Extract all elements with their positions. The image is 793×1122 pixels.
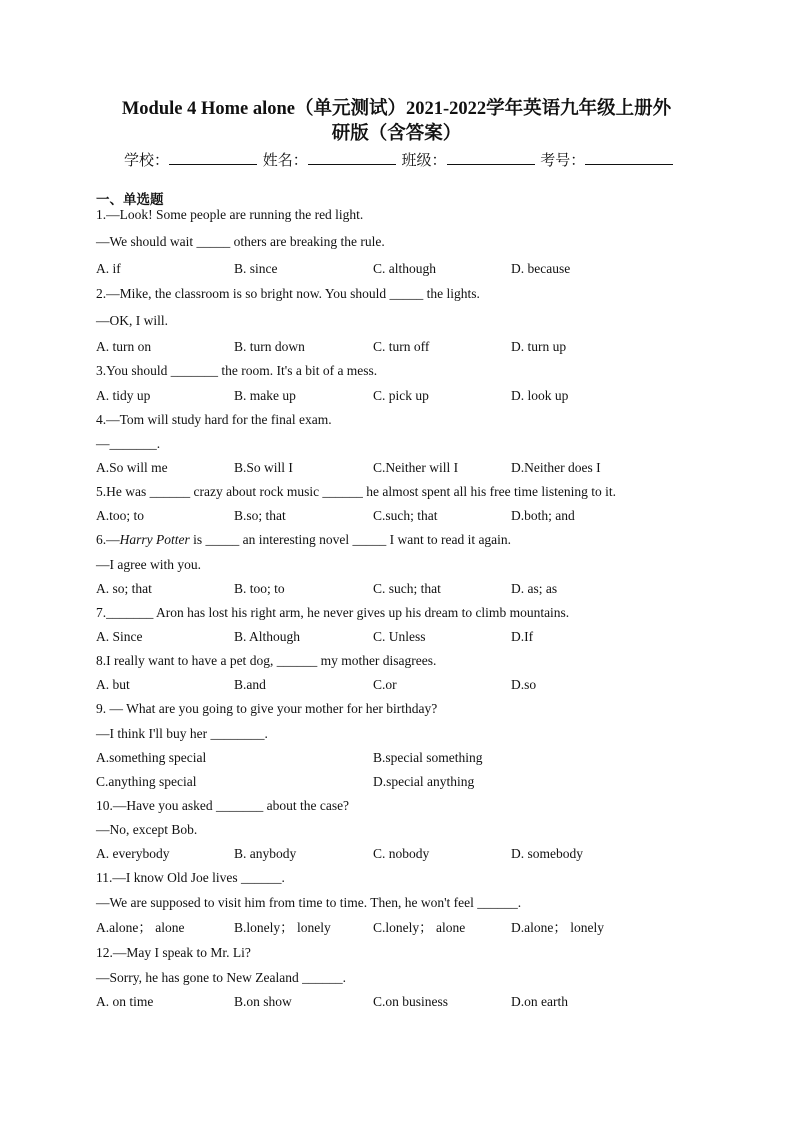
option-c: C. such; that xyxy=(373,581,441,596)
question-4-line-2: —_______. xyxy=(96,436,161,451)
question-12-line-2: —Sorry, he has gone to New Zealand ______. xyxy=(96,970,346,985)
exam-number-blank xyxy=(585,148,673,165)
option-d: D.on earth xyxy=(511,994,568,1009)
option-b: B.So will I xyxy=(234,460,293,475)
name-blank xyxy=(308,148,396,165)
question-6-line-2: —I agree with you. xyxy=(96,557,201,572)
question-3-stem: 3.You should _______ the room. It's a bit of a mess. xyxy=(96,363,378,378)
question-2-stem: 2.—Mike, the classroom is so bright now. You should _____ the lights. xyxy=(96,286,480,301)
option-a: A.too; to xyxy=(96,508,145,523)
option-c: C. Unless xyxy=(373,629,426,644)
option-d: D. somebody xyxy=(511,846,583,861)
option-b: B.so; that xyxy=(234,508,286,523)
option-a: A. Since xyxy=(96,629,143,644)
option-b: B.special something xyxy=(373,750,483,765)
school-blank xyxy=(169,148,257,165)
option-a: A.something special xyxy=(96,750,207,765)
option-b: B.and xyxy=(234,677,266,692)
question-9-stem: 9. — What are you going to give your mother for her birthday? xyxy=(96,701,438,716)
question-6-prefix: 6.— xyxy=(96,532,120,547)
question-1-stem: 1.—Look! Some people are running the red light. xyxy=(96,207,364,222)
document-title-line1: Module 4 Home alone（单元测试）2021-2022学年英语九年级上册外 xyxy=(121,99,672,119)
option-d: D. look up xyxy=(511,388,569,403)
section-heading: 一、单选题 xyxy=(96,192,164,207)
option-c: C. turn off xyxy=(373,339,430,354)
option-d: D. because xyxy=(511,261,571,276)
option-a: A.alone； alone xyxy=(96,920,185,935)
question-12-stem: 12.—May I speak to Mr. Li? xyxy=(96,945,251,960)
option-d: D.so xyxy=(511,677,537,692)
school-label: 学校： xyxy=(124,153,170,169)
option-b: B. since xyxy=(234,261,278,276)
question-7-stem: 7._______ Aron has lost his right arm, he never gives up his dream to climb mountains. xyxy=(96,605,570,620)
question-10-line-2: —No, except Bob. xyxy=(96,822,198,837)
class-blank xyxy=(447,148,535,165)
option-d: D.alone； lonely xyxy=(511,920,604,935)
question-1-line-2: —We should wait _____ others are breaking the rule. xyxy=(96,234,385,249)
option-c: C.or xyxy=(373,677,397,692)
option-c: C.Neither will I xyxy=(373,460,459,475)
option-a: A.So will me xyxy=(96,460,168,475)
option-a: A. on time xyxy=(96,994,154,1009)
option-b: B. make up xyxy=(234,388,296,403)
question-9-line-2: —I think I'll buy her ________. xyxy=(96,726,268,741)
option-a: A. but xyxy=(96,677,130,692)
option-d: D.Neither does I xyxy=(511,460,601,475)
option-b: B. turn down xyxy=(234,339,305,354)
option-c: C.lonely； alone xyxy=(373,920,466,935)
student-info-row xyxy=(124,148,675,170)
question-11-line-2: —We are supposed to visit him from time to time. Then, he won't feel ______. xyxy=(96,895,522,910)
option-c: C. nobody xyxy=(373,846,430,861)
question-10-stem: 10.—Have you asked _______ about the case? xyxy=(96,798,350,813)
option-a: A. if xyxy=(96,261,121,276)
option-a: A. tidy up xyxy=(96,388,151,403)
option-b: B. anybody xyxy=(234,846,297,861)
question-4-stem: 4.—Tom will study hard for the final exam. xyxy=(96,412,332,427)
option-d: D.special anything xyxy=(373,774,475,789)
option-d: D.both; and xyxy=(511,508,575,523)
option-d: D.If xyxy=(511,629,534,644)
option-c: C.on business xyxy=(373,994,449,1009)
question-5-stem: 5.He was ______ crazy about rock music ______ he almost spent all his free time listening to it. xyxy=(96,484,617,499)
option-c: C. pick up xyxy=(373,388,429,403)
option-a: A. turn on xyxy=(96,339,152,354)
question-2-line-2: —OK, I will. xyxy=(96,313,168,328)
question-11-stem: 11.—I know Old Joe lives ______. xyxy=(96,870,285,885)
option-c: C. although xyxy=(373,261,436,276)
class-label: 班级： xyxy=(401,153,447,169)
option-c: C.anything special xyxy=(96,774,197,789)
option-b: B. too; to xyxy=(234,581,285,596)
option-b: B.lonely； lonely xyxy=(234,920,331,935)
option-a: A. everybody xyxy=(96,846,170,861)
name-label: 姓名： xyxy=(262,153,308,169)
book-title: Harry Potter xyxy=(119,532,190,547)
option-b: B. Although xyxy=(234,629,301,644)
option-b: B.on show xyxy=(234,994,292,1009)
question-6-stem xyxy=(96,532,511,548)
question-6-suffix: is _____ an interesting novel _____ I want to read it again. xyxy=(189,532,512,547)
option-d: D. as; as xyxy=(511,581,558,596)
question-8-stem: 8.I really want to have a pet dog, ______ my mother disagrees. xyxy=(96,653,437,668)
exam-number-label: 考号： xyxy=(540,153,586,169)
option-a: A. so; that xyxy=(96,581,152,596)
option-d: D. turn up xyxy=(511,339,567,354)
document-title-line2: 研版（含答案） xyxy=(331,124,462,144)
option-c: C.such; that xyxy=(373,508,438,523)
